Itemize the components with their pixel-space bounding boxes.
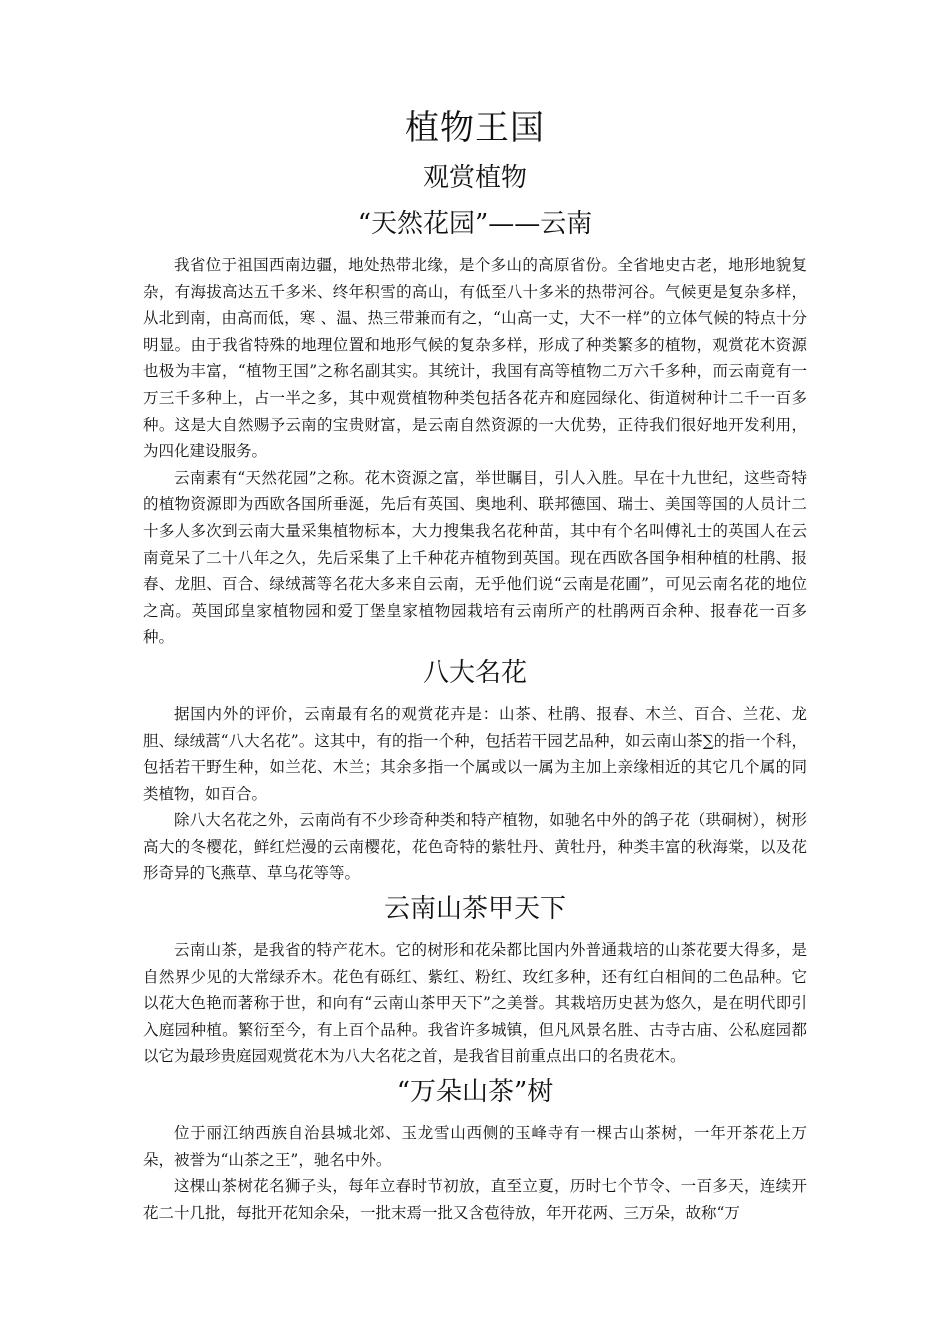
- section-heading: “万朵山茶”树: [396, 1077, 554, 1108]
- section-bada-minghua: [143, 655, 807, 887]
- section-heading: 八大名花: [422, 657, 527, 688]
- section-heading: “天然花园”——云南: [357, 209, 593, 239]
- section-heading: 云南山茶甲天下: [383, 894, 566, 925]
- paragraph: 这棵山茶树花名狮子头，每年立春时节初放，直至立夏，历时七个节令、一百多天，连续开花二十几批，每批开花知余朵，一批末焉一批又含苞待放，年开花两、三万朵，故称“万: [143, 1177, 807, 1222]
- section-shancha: [143, 891, 807, 1070]
- section-wanduo-shancha: [143, 1074, 807, 1226]
- paragraph: 位于丽江纳西族自治县城北郊、玉龙雪山西侧的玉峰寺有一棵古山茶树，一年开茶花上万朵，被誉为“山茶之王”，驰名中外。: [143, 1124, 807, 1169]
- paragraph: 我省位于祖国西南边疆，地处热带北缘，是个多山的高原省份。全省地史古老，地形地貌复杂，有海拔高达五千多米、终年积雪的高山，有低至八十多米的热带河谷。气候更是复杂多样，从北到南，由高而低，寒 、温、热三带兼而有之，“山高一丈，大不一样”的立体气候的特点十分明显。由于我省特殊的地理位置和地形气候的复杂多样，形成了种类繁多的植物，观赏花木资源也极为丰富，“植物王国”之称名副其实。其统计，我国有高等植物二万六千多种，而云南竟有一万三千多种上，占一半之多，其中观赏植物种类包括各花卉和庭园绿化、街道树种计二千一百多种。这是大自然赐予云南的宝贵财富，是云南自然资源的一大优势，正待我们很好地开发利用，为四化建设服务。: [143, 256, 807, 461]
- paragraph: 除八大名花之外，云南尚有不少珍奇种类和特产植物，如驰名中外的鸽子花（珙硐树），树形高大的冬樱花，鲜红烂漫的云南樱花，花色奇特的紫牡丹、黄牡丹，种类丰富的秋海棠，以及花形奇异的飞燕草、草乌花等等。: [143, 811, 807, 883]
- document-subtitle: 观赏植物: [422, 163, 527, 193]
- section-tianran-huayuan: [143, 206, 807, 651]
- paragraph: 云南素有“天然花园”之称。花木资源之富，举世瞩目，引人入胜。早在十九世纪，这些奇特的植物资源即为西欧各国所垂涎，先后有英国、奥地利、联邦德国、瑞士、美国等国的人员计二十多人多次到云南大量采集植物标本，大力搜集我名花种苗，其中有个名叫傅礼士的英国人在云南竟呆了二十八年之久，先后采集了上千种花卉植物到英国。现在西欧各国争相种植的杜鹃、报春、龙胆、百合、绿绒蒿等名花大多来自云南，无乎他们说“云南是花圃”，可见云南名花的地位之高。英国邱皇家植物园和爱丁堡皇家植物园栽培有云南所产的杜鹃两百余种、报春花一百多种。: [143, 468, 807, 647]
- document-title: 植物王国: [405, 108, 545, 148]
- paragraph: 云南山茶，是我省的特产花木。它的树形和花朵都比国内外普通栽培的山茶花要大得多，是自然界少见的大常绿乔木。花色有砾红、紫红、粉红、玫红多种，还有红白相间的二色品种。它以花大色艳而著称于世，和向有“云南山茶甲天下”之美誉。其栽培历史甚为悠久，是在明代即引入庭园种植。繁衍至今，有上百个品种。我省许多城镇，但凡风景名胜、古寺古庙、公私庭园都以它为最珍贵庭园观赏花木为八大名花之首，是我省目前重点出口的名贵花木。: [143, 941, 807, 1066]
- document-page: [143, 100, 807, 1226]
- paragraph: 据国内外的评价，云南最有名的观赏花卉是：山茶、杜鹃、报春、木兰、百合、兰花、龙胆、绿绒蒿“八大名花”。这其中，有的指一个种，包括若干园艺品种，如云南山茶∑的指一个科，包括若干野生种，如兰花、木兰；其余多指一个属或以一属为主加上亲缘相近的其它几个属的同类植物，如百合。: [143, 704, 807, 803]
